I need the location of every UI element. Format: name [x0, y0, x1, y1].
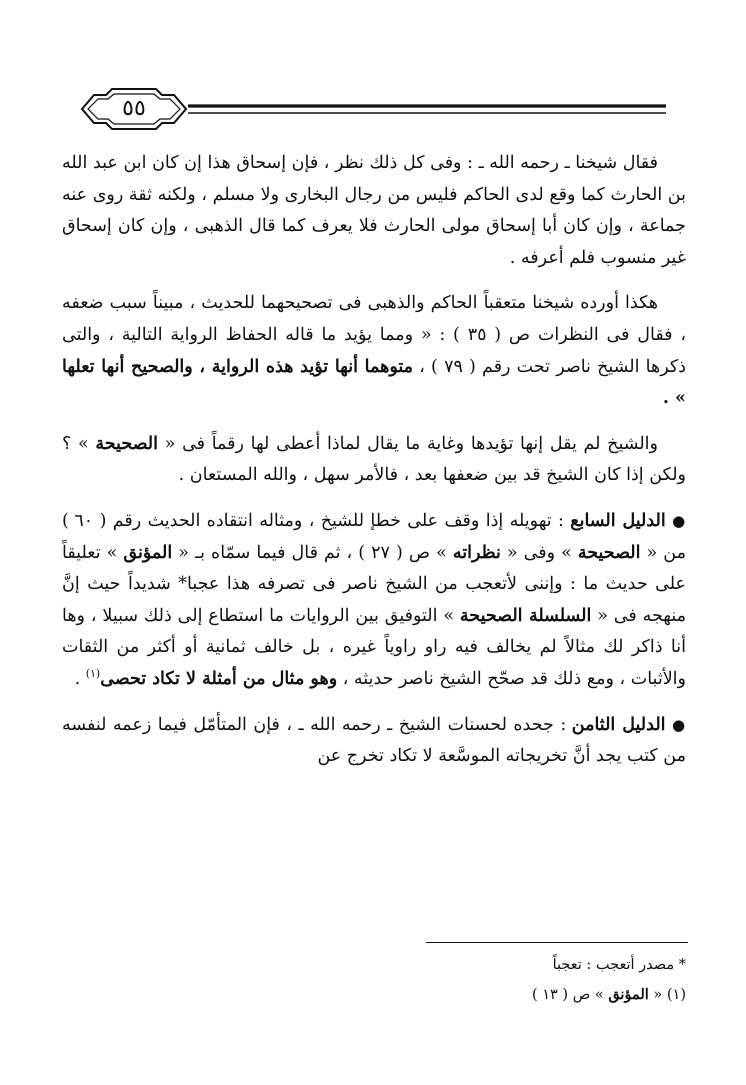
- paragraph-4-b3: المؤنق: [123, 542, 173, 563]
- paragraph-3-text-a: والشيخ لم يقل إنها تؤيدها وغاية ما يقال لماذا أعطى لها رقماً فى «: [158, 433, 658, 454]
- page-number: ٥٥: [122, 96, 146, 121]
- paragraph-4-label: الدليل السابع: [570, 510, 666, 531]
- paragraph-3-text-b: » ؟ ولكن إذا كان الشيخ قد بين ضعفها بعد ، فالأمر سهل ، والله المستعان .: [62, 433, 686, 486]
- footnote-1-suffix: » ص ( ١٣ ): [531, 987, 609, 1003]
- page-header: [78, 86, 666, 132]
- paragraph-4-t2: » وفى «: [500, 542, 578, 563]
- footnote-ref-1[interactable]: (١): [85, 667, 101, 681]
- bullet-icon: ●: [672, 511, 686, 530]
- paragraph-5-label: الدليل الثامن: [571, 714, 666, 735]
- paragraph-4-t3: » ص ( ٢٧ ) ، ثم قال فيما سمّاه بـ «: [172, 542, 453, 563]
- paragraph-4-b2: نظراته: [452, 542, 501, 563]
- footnote-1-prefix: (١) «: [648, 987, 686, 1003]
- paragraph-1: فقال شيخنا ـ رحمه الله ـ : وفى كل ذلك نظر ، فإن إسحاق هذا إن كان ابن عبد الله بن الحارث كما وقع لدى الحاكم فليس من رجال البخارى ولا مسلم ، ولكنه ثقة روى عنه جماعة ، وإن كان أبا إسحاق مولى الحارث فلا يعرف كما قال الذهبى ، وإن كان إسحاق غير منسوب فلم أعرفه .: [62, 153, 686, 268]
- main-text: [62, 148, 686, 773]
- paragraph-5-text: : جحده لحسنات الشيخ ـ رحمه الله ـ ، فإن المتأمّل فيما زعمه لنفسه من كتب يجد أنَّ تخريجاته الموسَّعة لا تكاد تخرج عن: [62, 714, 686, 767]
- paragraph-2-text: هكذا أورده شيخنا متعقباً الحاكم والذهبى فى تصحيحهما للحديث ، مبيناً سبب ضعفه ، فقال فى النظرات ص ( ٣٥ ) : « ومما يؤيد ما قاله الحفاظ الرواية التالية ، والتى ذكرها الشيخ ناصر تحت رقم ( ٧٩ ) ،: [62, 293, 686, 377]
- footnote-1: [300, 980, 686, 1010]
- footnote-divider: [426, 942, 688, 943]
- paragraph-4-b5: وهو مثال من أمثلة لا تكاد تحصى: [100, 668, 338, 689]
- paragraph-5: [62, 710, 686, 773]
- paragraph-3: [62, 429, 686, 492]
- paragraph-2: [62, 288, 686, 414]
- paragraph-4-b1: الصحيحة: [577, 542, 641, 563]
- paragraph-4: [62, 506, 686, 696]
- paragraph-4-t5: » التوفيق بين الروايات ما استطاع إلى ذلك سبيلا ، وها أنا ذاكر لك مثالاً لم يخالف فيه راو راوياً غيره ، بل خالف ثمانية أو أكثر من الثقات والأثبات ، ومع ذلك قد صحّح الشيخ ناصر حديثه ،: [62, 605, 686, 689]
- paragraph-4-t4: » تعليقاً على حديث ما : وإننى لأتعجب من الشيخ ناصر فى تصرفه هذا عجبا* شديداً حيث إنَّ منهجه فى «: [62, 542, 686, 626]
- paragraph-3-bold: الصحيحة: [95, 433, 158, 454]
- footnote-1-bold: المؤنق: [608, 986, 649, 1003]
- paragraph-4-t6: .: [74, 668, 86, 689]
- paragraph-4-b4: السلسلة الصحيحة: [459, 605, 592, 626]
- paragraph-2-bold: متوهما أنها تؤيد هذه الرواية ، والصحيح أنها تعلها » .: [62, 356, 686, 409]
- paragraph-4-t1: : تهويله إذا وقف على خطإ للشيخ ، ومثاله انتقاده الحديث رقم ( ٦٠ ) من «: [62, 510, 686, 563]
- footnote-star: * مصدر أتعجب : تعجباً: [552, 957, 686, 973]
- bullet-icon: ●: [672, 715, 686, 734]
- footnotes: [300, 950, 686, 1010]
